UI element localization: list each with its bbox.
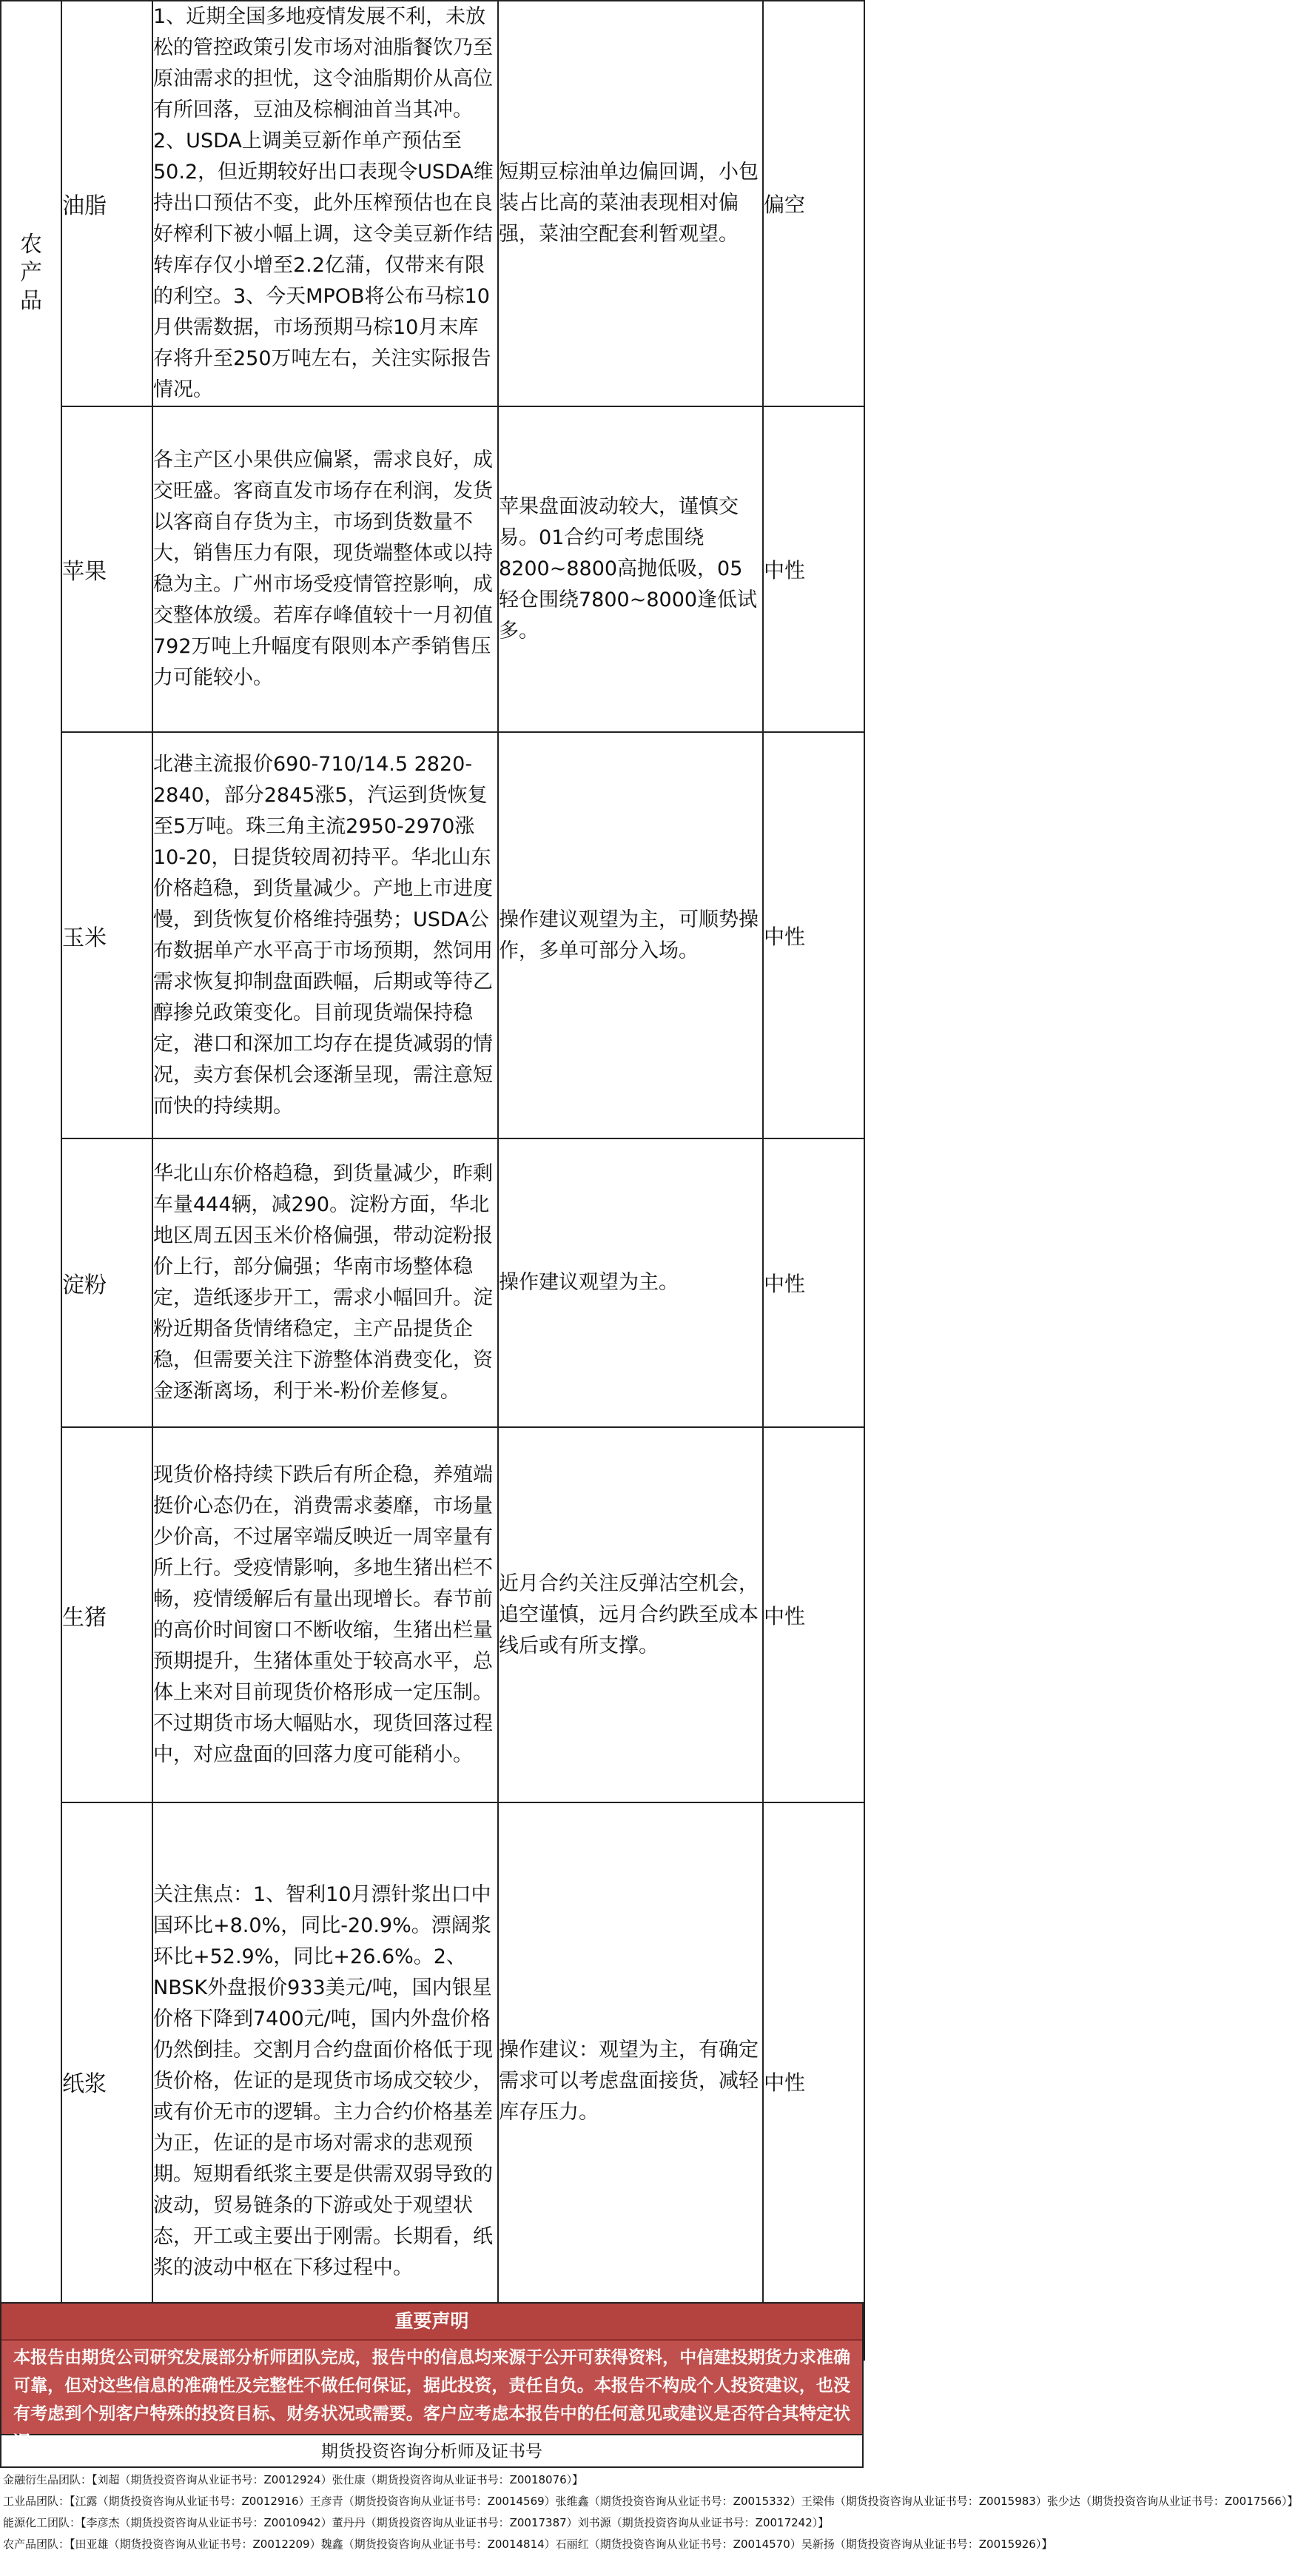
advice-cell: 苹果盘面波动较大，谨慎交易。01合约可考虑围绕8200~8800高抛低吸，05轻仓围绕7800~8000逢低试多。: [498, 406, 763, 732]
analysis-cell: 1、近期全国多地疫情发展不利，未放松的管控政策引发市场对油脂餐饮乃至原油需求的担忧，这令油脂期价从高位有所回落，豆油及棕榈油首当其冲。2、USDA上调美豆新作单产预估至50.2，但近期较好出口表现令USDA维持出口预估不变，此外压榨预估也在良好榨利下被小幅上调，这令美豆新作结转库存仅小增至2.2亿蒲，仅带来有限的利空。3、今天MPOB将公布马棕10月供需数据，市场预期马棕10月末库存将升至250万吨左右，关注实际报告情况。: [152, 1, 498, 406]
view-cell: 中性: [763, 732, 864, 1138]
team-line-agri: 农产品团队：【田亚雄（期货投资咨询从业证书号：Z0012209）魏鑫（期货投资咨询从业证书号：Z0014814）石丽红（期货投资咨询从业证书号：Z0014570）吴新扬（期货投资咨询从业证书号：Z0015926）】: [3, 2538, 1053, 2551]
analysis-cell: 北港主流报价690-710/14.5 2820-2840，部分2845涨5，汽运到货恢复至5万吨。珠三角主流2950-2970涨10-20，日提货较周初持平。华北山东价格趋稳，到货量减少。产地上市进度慢，到货恢复价格维持强势；USDA公布数据单产水平高于市场预期，然饲用需求恢复抑制盘面跌幅，后期或等待乙醇掺兑政策变化。目前现货端保持稳定，港口和深加工均存在提货减弱的情况，卖方套保机会逐渐呈现，需注意短而快的持续期。: [152, 732, 498, 1138]
team-header: 期货投资咨询分析师及证书号: [0, 2435, 864, 2468]
analysis-cell: 华北山东价格趋稳，到货量减少，昨剩车量444辆，减290。淀粉方面，华北地区周五因玉米价格偏强，带动淀粉报价上行，部分偏强；华南市场整体稳定，造纸逐步开工，需求小幅回升。淀粉近期备货情绪稳定，主产品提货企稳，但需要关注下游整体消费变化，资金逐渐离场，利于米-粉价差修复。: [152, 1138, 498, 1427]
team-line-energy: 能源化工团队：【李彦杰（期货投资咨询从业证书号：Z0010942）董丹丹（期货投资咨询从业证书号：Z0017387）刘书源（期货投资咨询从业证书号：Z0017242）】: [3, 2516, 830, 2529]
disclaimer-title: 重要声明: [1, 2304, 862, 2341]
view-cell: 中性: [763, 1802, 864, 2360]
team-list: [0, 2469, 1298, 2555]
category-cell: [1, 1, 61, 2360]
analysis-cell: 现货价格持续下跌后有所企稳，养殖端挺价心态仍在，消费需求萎靡，市场量少价高，不过屠宰端反映近一周宰量有所上行。受疫情影响，多地生猪出栏不畅，疫情缓解后有量出现增长。春节前的高价时间窗口不断收缩，生猪出栏量预期提升，生猪体重处于较高水平，总体上来对目前现货价格形成一定压制。不过期货市场大幅贴水，现货回落过程中，对应盘面的回落力度可能稍小。: [152, 1427, 498, 1802]
table-row: [1, 1427, 864, 1802]
commodity-name: 淀粉: [61, 1138, 152, 1427]
team-line-finance: 金融衍生品团队：【刘超（期货投资咨询从业证书号：Z0012924）张仕康（期货投资咨询从业证书号：Z0018076）】: [3, 2473, 584, 2486]
disclaimer-body: 本报告由期货公司研究发展部分析师团队完成，报告中的信息均来源于公开可获得资料，中信建投期货力求准确可靠，但对这些信息的准确性及完整性不做任何保证，据此投资，责任自负。本报告不构成个人投资建议，也没有考虑到个别客户特殊的投资目标、财务状况或需要。客户应考虑本报告中的任何意见或建议是否符合其特定状况。: [13, 2348, 850, 2452]
analysis-cell: 关注焦点：1、智利10月漂针浆出口中国环比+8.0%，同比-20.9%。漂阔浆环比+52.9%，同比+26.6%。2、NBSK外盘报价933美元/吨，国内银星价格下降到7400元/吨，国内外盘价格仍然倒挂。交割月合约盘面价格低于现货价格，佐证的是现货市场成交较少，或有价无市的逻辑。主力合约价格基差为正，佐证的是市场对需求的悲观预期。短期看纸浆主要是供需双弱导致的波动，贸易链条的下游或处于观望状态，开工或主要出于刚需。长期看，纸浆的波动中枢在下移过程中。: [152, 1802, 498, 2360]
advice-cell: 近月合约关注反弹沽空机会，追空谨慎，远月合约跌至成本线后或有所支撑。: [498, 1427, 763, 1802]
advice-cell: 操作建议观望为主，可顺势操作，多单可部分入场。: [498, 732, 763, 1138]
commodity-name: 纸浆: [61, 1802, 152, 2360]
commodity-name: 生猪: [61, 1427, 152, 1802]
advice-cell: 操作建议观望为主。: [498, 1138, 763, 1427]
advice-cell: 操作建议：观望为主，有确定需求可以考虑盘面接货，减轻库存压力。: [498, 1802, 763, 2360]
view-cell: 中性: [763, 1427, 864, 1802]
category-label: 农产品: [20, 232, 42, 314]
table-row: [1, 1, 864, 406]
table-row: [1, 732, 864, 1138]
advice-cell: 短期豆棕油单边偏回调，小包装占比高的菜油表现相对偏强，菜油空配套利暂观望。: [498, 1, 763, 406]
view-cell: 中性: [763, 1138, 864, 1427]
commodity-name: 玉米: [61, 732, 152, 1138]
analysis-cell: 各主产区小果供应偏紧，需求良好，成交旺盛。客商直发市场存在利润，发货以客商自存货为主，市场到货数量不大，销售压力有限，现货端整体或以持稳为主。广州市场受疫情管控影响，成交整体放缓。若库存峰值较十一月初值792万吨上升幅度有限则本产季销售压力可能较小。: [152, 406, 498, 732]
table-row: [1, 1138, 864, 1427]
view-cell: 偏空: [763, 1, 864, 406]
team-line-industrial: 工业品团队：【江露（期货投资咨询从业证书号：Z0012916）王彦青（期货投资咨询从业证书号：Z0014569）张维鑫（期货投资咨询从业证书号：Z0015332）王梁伟（期货投资咨询从业证书号：Z0015983）张少达（期货投资咨询从业证书号：Z0017566）】: [3, 2495, 1298, 2508]
commodity-name: 油脂: [61, 1, 152, 406]
table-row: [1, 406, 864, 732]
table-row: [1, 1802, 864, 2360]
view-cell: 中性: [763, 406, 864, 732]
commodity-name: 苹果: [61, 406, 152, 732]
